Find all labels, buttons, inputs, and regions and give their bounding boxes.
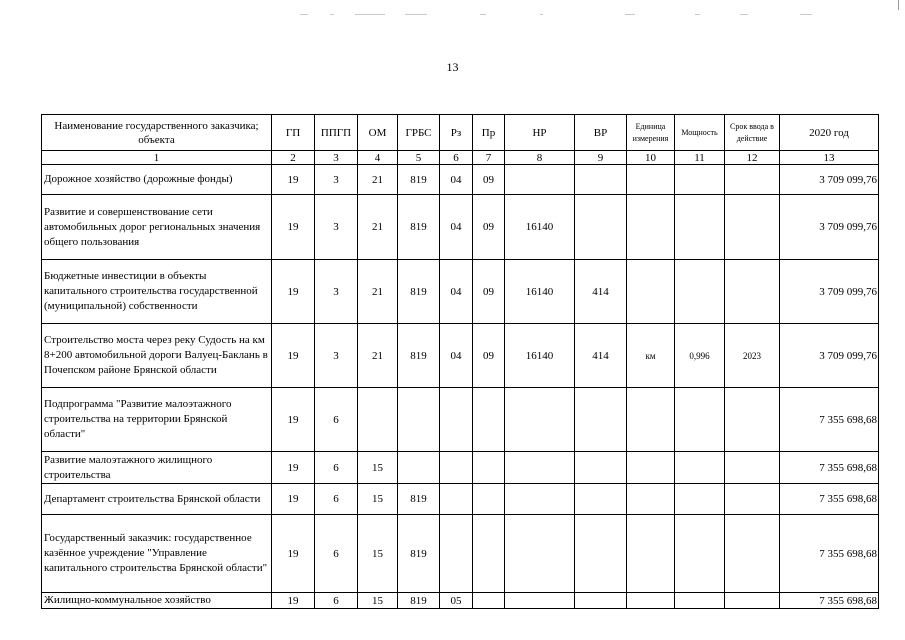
column-number: 7 (473, 151, 505, 165)
amount-cell: 3 709 099,76 (780, 324, 879, 388)
amount-cell: 3 709 099,76 (780, 165, 879, 195)
header-ppgp: ППГП (315, 115, 358, 151)
amount-cell: 7 355 698,68 (780, 388, 879, 452)
unit-cell (627, 195, 675, 260)
ppgp-cell: 6 (315, 484, 358, 515)
vr-cell (575, 165, 627, 195)
pr-cell (473, 593, 505, 609)
ppgp-cell: 6 (315, 388, 358, 452)
object-name-cell: Департамент строительства Брянской области (42, 484, 272, 515)
vr-cell (575, 388, 627, 452)
header-capacity: Мощность (675, 115, 725, 151)
om-cell: 21 (358, 165, 398, 195)
ppgp-cell: 3 (315, 195, 358, 260)
column-number: 5 (398, 151, 440, 165)
vr-cell (575, 484, 627, 515)
vr-cell: 414 (575, 260, 627, 324)
gp-cell: 19 (272, 484, 315, 515)
rz-cell: 04 (440, 324, 473, 388)
table-row (42, 324, 879, 388)
nr-cell (505, 388, 575, 452)
unit-cell (627, 515, 675, 593)
grbs-cell: 819 (398, 515, 440, 593)
gp-cell: 19 (272, 260, 315, 324)
table-row (42, 260, 879, 324)
header-gp: ГП (272, 115, 315, 151)
rz-cell: 04 (440, 260, 473, 324)
header-rz: Рз (440, 115, 473, 151)
om-cell: 21 (358, 195, 398, 260)
capacity-cell (675, 452, 725, 484)
vr-cell: 414 (575, 324, 627, 388)
capacity-cell: 0,996 (675, 324, 725, 388)
gp-cell: 19 (272, 324, 315, 388)
unit-cell (627, 165, 675, 195)
pr-cell (473, 484, 505, 515)
grbs-cell: 819 (398, 165, 440, 195)
column-number: 6 (440, 151, 473, 165)
gp-cell: 19 (272, 388, 315, 452)
amount-cell: 3 709 099,76 (780, 260, 879, 324)
nr-cell (505, 484, 575, 515)
ppgp-cell: 6 (315, 515, 358, 593)
amount-cell: 3 709 099,76 (780, 195, 879, 260)
pr-cell: 09 (473, 260, 505, 324)
pr-cell: 09 (473, 165, 505, 195)
nr-cell (505, 515, 575, 593)
amount-cell: 7 355 698,68 (780, 484, 879, 515)
nr-cell (505, 165, 575, 195)
unit-cell (627, 484, 675, 515)
pr-cell (473, 388, 505, 452)
table-body (42, 165, 879, 609)
ppgp-cell: 6 (315, 593, 358, 609)
grbs-cell (398, 388, 440, 452)
amount-cell: 7 355 698,68 (780, 515, 879, 593)
ppgp-cell: 3 (315, 324, 358, 388)
rz-cell: 04 (440, 165, 473, 195)
grbs-cell: 819 (398, 593, 440, 609)
capacity-cell (675, 260, 725, 324)
ppgp-cell: 3 (315, 260, 358, 324)
header-pr: Пр (473, 115, 505, 151)
capacity-cell (675, 388, 725, 452)
om-cell: 21 (358, 260, 398, 324)
nr-cell (505, 593, 575, 609)
term-cell (725, 515, 780, 593)
grbs-cell: 819 (398, 260, 440, 324)
object-name-cell: Государственный заказчик: государственное казённое учреждение "Управление капитального строительства Брянской области" (42, 515, 272, 593)
om-cell: 15 (358, 515, 398, 593)
table-row (42, 452, 879, 484)
amount-cell: 7 355 698,68 (780, 593, 879, 609)
table-row (42, 165, 879, 195)
om-cell (358, 388, 398, 452)
gp-cell: 19 (272, 195, 315, 260)
pr-cell: 09 (473, 195, 505, 260)
table-row (42, 515, 879, 593)
grbs-cell: 819 (398, 195, 440, 260)
table-row (42, 484, 879, 515)
header-unit: Единица измерения (627, 115, 675, 151)
term-cell (725, 388, 780, 452)
object-name-cell: Дорожное хозяйство (дорожные фонды) (42, 165, 272, 195)
budget-table (41, 114, 879, 609)
vr-cell (575, 593, 627, 609)
unit-cell (627, 388, 675, 452)
rz-cell: 04 (440, 195, 473, 260)
unit-cell: км (627, 324, 675, 388)
object-name-cell: Развитие и совершенствование сети автомобильных дорог региональных значения общего пользования (42, 195, 272, 260)
scan-artifacts (300, 14, 840, 20)
object-name-cell: Развитие малоэтажного жилищного строительства (42, 452, 272, 484)
column-number: 2 (272, 151, 315, 165)
page-number: 13 (446, 60, 459, 74)
term-cell: 2023 (725, 324, 780, 388)
term-cell (725, 484, 780, 515)
unit-cell (627, 260, 675, 324)
nr-cell: 16140 (505, 195, 575, 260)
term-cell (725, 195, 780, 260)
header-vr: ВР (575, 115, 627, 151)
ppgp-cell: 3 (315, 165, 358, 195)
nr-cell: 16140 (505, 324, 575, 388)
gp-cell: 19 (272, 165, 315, 195)
pr-cell (473, 515, 505, 593)
pr-cell: 09 (473, 324, 505, 388)
vr-cell (575, 452, 627, 484)
object-name-cell: Подпрограмма "Развитие малоэтажного строительства на территории Брянской области" (42, 388, 272, 452)
nr-cell (505, 452, 575, 484)
vr-cell (575, 515, 627, 593)
om-cell: 15 (358, 452, 398, 484)
term-cell (725, 165, 780, 195)
grbs-cell (398, 452, 440, 484)
term-cell (725, 593, 780, 609)
column-number: 1 (42, 151, 272, 165)
gp-cell: 19 (272, 593, 315, 609)
grbs-cell: 819 (398, 484, 440, 515)
scan-edge-mark (898, 0, 899, 10)
vr-cell (575, 195, 627, 260)
nr-cell: 16140 (505, 260, 575, 324)
ppgp-cell: 6 (315, 452, 358, 484)
om-cell: 15 (358, 593, 398, 609)
column-number: 4 (358, 151, 398, 165)
table-row (42, 593, 879, 609)
object-name-cell: Строительство моста через реку Судость на км 8+200 автомобильной дороги Валуец-Баклань в Почепском районе Брянской области (42, 324, 272, 388)
rz-cell (440, 452, 473, 484)
header-name: Наименование государственного заказчика; объекта (42, 115, 272, 151)
unit-cell (627, 452, 675, 484)
column-number: 13 (780, 151, 879, 165)
column-number: 9 (575, 151, 627, 165)
header-nr: НР (505, 115, 575, 151)
rz-cell (440, 515, 473, 593)
column-number: 3 (315, 151, 358, 165)
header-grbs: ГРБС (398, 115, 440, 151)
rz-cell: 05 (440, 593, 473, 609)
term-cell (725, 260, 780, 324)
column-number: 8 (505, 151, 575, 165)
header-om: ОМ (358, 115, 398, 151)
header-term: Срок ввода в действие (725, 115, 780, 151)
capacity-cell (675, 515, 725, 593)
object-name-cell: Жилищно-коммунальное хозяйство (42, 593, 272, 609)
object-name-cell: Бюджетные инвестиции в объекты капитального строительства государственной (муниципальной) собственности (42, 260, 272, 324)
header-year: 2020 год (780, 115, 879, 151)
capacity-cell (675, 484, 725, 515)
rz-cell (440, 484, 473, 515)
header-row (42, 115, 879, 151)
column-number: 11 (675, 151, 725, 165)
gp-cell: 19 (272, 515, 315, 593)
om-cell: 21 (358, 324, 398, 388)
column-number: 12 (725, 151, 780, 165)
capacity-cell (675, 593, 725, 609)
pr-cell (473, 452, 505, 484)
rz-cell (440, 388, 473, 452)
table-row (42, 195, 879, 260)
gp-cell: 19 (272, 452, 315, 484)
unit-cell (627, 593, 675, 609)
column-number-row (42, 151, 879, 165)
column-number: 10 (627, 151, 675, 165)
amount-cell: 7 355 698,68 (780, 452, 879, 484)
capacity-cell (675, 195, 725, 260)
capacity-cell (675, 165, 725, 195)
grbs-cell: 819 (398, 324, 440, 388)
term-cell (725, 452, 780, 484)
table-row (42, 388, 879, 452)
om-cell: 15 (358, 484, 398, 515)
